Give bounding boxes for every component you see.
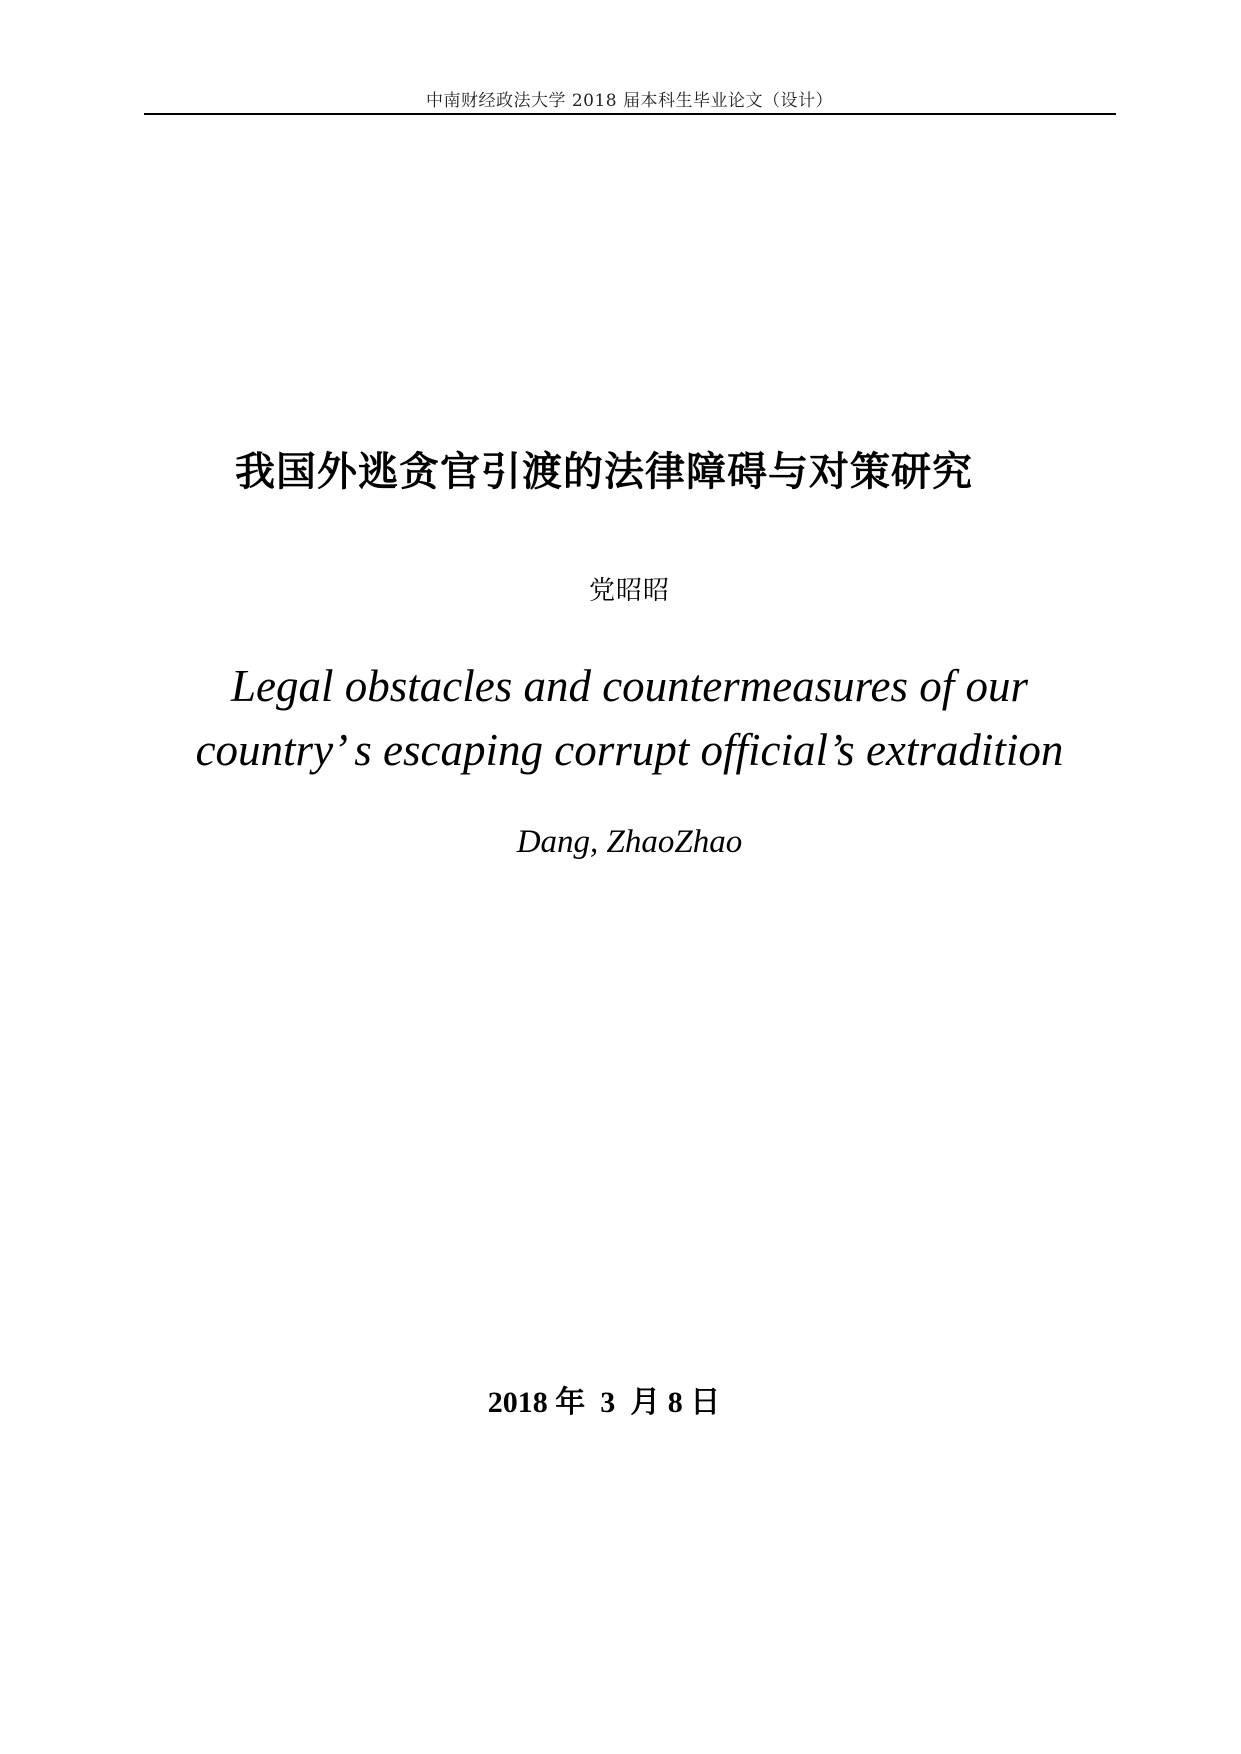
thesis-title-english <box>144 654 1115 782</box>
author-name-chinese: 党昭昭 <box>588 576 670 606</box>
thesis-title-chinese: 我国外逃贪官引渡的法律障碍与对策研究 <box>235 449 973 495</box>
thesis-title-english-line-1: Legal obstacles and countermeasures of our <box>230 661 1028 711</box>
page-header: 中南财经政法大学 2018 届本科生毕业论文（设计） <box>425 91 834 111</box>
header-rule <box>144 113 1116 115</box>
submission-date: 2018 年 3 月 8 日 <box>487 1386 721 1419</box>
author-name-english: Dang, ZhaoZhao <box>516 824 743 860</box>
thesis-title-english-line-2: country’ s escaping corrupt official’s extradition <box>195 725 1064 775</box>
